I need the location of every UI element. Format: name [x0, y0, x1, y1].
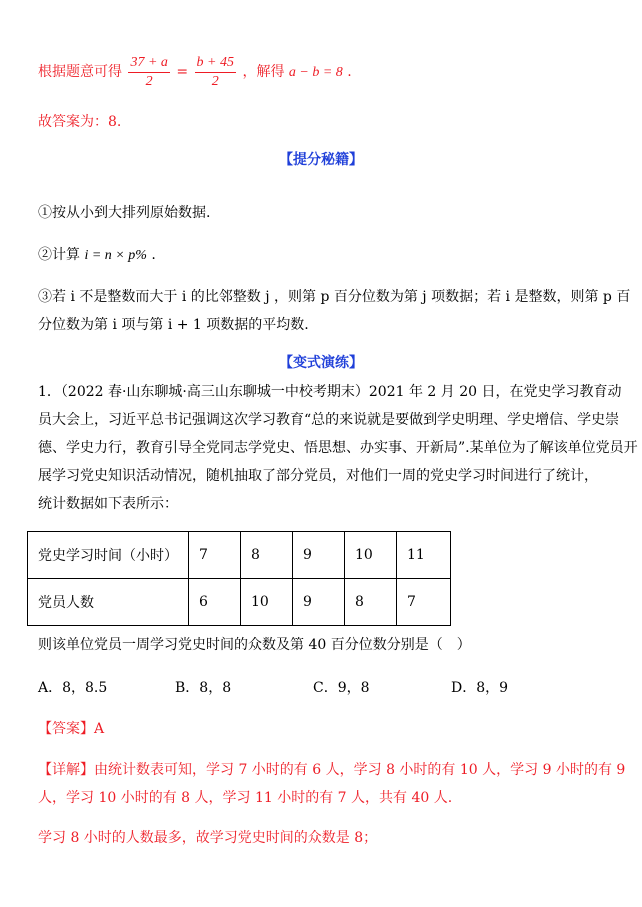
tips-heading: 【提分秘籍】	[279, 152, 363, 168]
table-row	[28, 579, 451, 626]
table-cell: 10	[241, 579, 293, 626]
option-d[interactable]: D．8，9	[451, 680, 509, 696]
tip-step-3-line-2: 分位数为第 i 项与第 i + 1 项数据的平均数.	[38, 317, 309, 333]
table-cell: 6	[189, 579, 241, 626]
tip-step-3-line-1: ③若 i 不是整数而大于 i 的比邻整数 j ，则第 p 百分位数为第 j 项数据；若 i 是整数，则第 p 百	[38, 289, 631, 305]
solution-middle: ，解得	[242, 64, 285, 80]
fraction-right	[195, 54, 236, 91]
tip-step-2-prefix: ②计算	[38, 247, 80, 263]
table-cell: 9	[293, 579, 345, 626]
table-cell: 9	[293, 532, 345, 579]
question-line-5: 统计数据如下表所示：	[38, 496, 178, 512]
fraction-left	[128, 54, 169, 91]
solution-result: a − b = 8	[288, 65, 343, 80]
question-line-1: 1．（2022 春·山东聊城·高三山东聊城一中校考期末）2021 年 2 月 20 日，在党史学习教育动	[38, 384, 622, 400]
table-cell: 7	[189, 532, 241, 579]
table-cell: 7	[397, 579, 451, 626]
detail-line-3: 学习 8 小时的人数最多，故学习党史时间的众数是 8；	[38, 830, 378, 846]
variant-heading: 【变式演练】	[279, 355, 363, 371]
table-cell: 8	[241, 532, 293, 579]
tip-step-1: ①按从小到大排列原始数据.	[38, 205, 211, 221]
solution-equation	[38, 52, 604, 93]
detail-line-2: 人，学习 10 小时的有 8 人，学习 11 小时的有 7 人，共有 40 人.	[38, 790, 453, 806]
fraction-left-denominator: 2	[145, 73, 153, 89]
question-line-3: 德、学史力行，教育引导全党同志学党史、悟思想、办实事、开新局”.某单位为了解该单位党员开	[38, 440, 638, 456]
tip-step-2	[38, 245, 604, 266]
tip-step-2-suffix: .	[151, 247, 156, 263]
question-line-2: 员大会上，习近平总书记强调这次学习教育“总的来说就是要做到学史明理、学史增信、学史崇	[38, 412, 620, 428]
table-cell: 11	[397, 532, 451, 579]
answer-line: 故答案为：8.	[38, 114, 122, 130]
equals-sign: =	[176, 64, 189, 80]
question-prompt: 则该单位党员一周学习党史时间的众数及第 40 百分位数分别是（ ）	[38, 637, 471, 653]
table-cell: 党员人数	[28, 579, 189, 626]
table-cell: 10	[345, 532, 397, 579]
solution-prefix: 根据题意可得	[38, 64, 122, 80]
fraction-left-numerator: 37 + a	[128, 54, 169, 73]
table-row	[28, 532, 451, 579]
table-cell: 8	[345, 579, 397, 626]
table-cell: 党史学习时间（小时）	[28, 532, 189, 579]
fraction-right-numerator: b + 45	[195, 54, 236, 73]
option-c[interactable]: C．9，8	[313, 680, 370, 696]
fraction-right-denominator: 2	[211, 73, 219, 89]
statistics-table	[27, 531, 451, 626]
answer-tag: 【答案】A	[38, 721, 105, 737]
option-b[interactable]: B．8，8	[175, 680, 232, 696]
tip-step-2-formula: i = n × p%	[84, 248, 147, 263]
detail-line-1: 【详解】由统计数表可知，学习 7 小时的有 6 人，学习 8 小时的有 10 人，学习 9 小时的有 9	[38, 762, 626, 778]
option-a[interactable]: A．8，8.5	[38, 680, 108, 696]
solution-end: .	[347, 64, 352, 80]
question-line-4: 展学习党史知识活动情况，随机抽取了部分党员，对他们一周的党史学习时间进行了统计，	[38, 468, 598, 484]
